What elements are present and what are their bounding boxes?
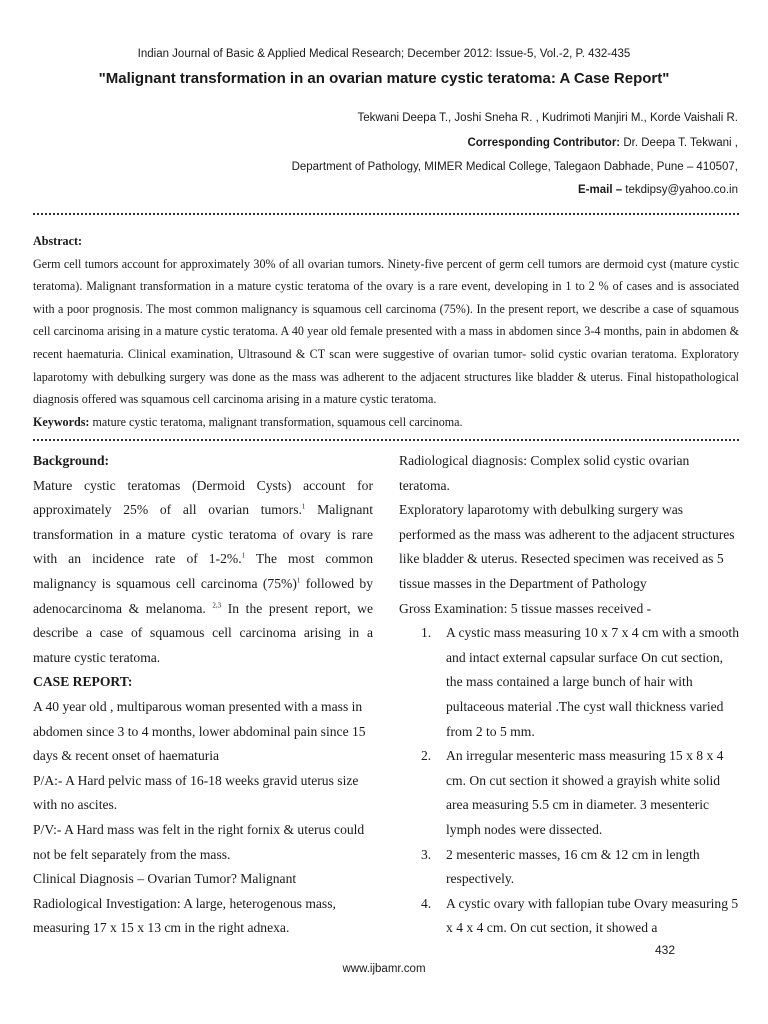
- right-column: [399, 449, 739, 941]
- case-paragraph-pa: P/A:- A Hard pelvic mass of 16-18 weeks gravid uterus size with no ascites.: [33, 772, 359, 813]
- keywords-text: mature cystic teratoma, malignant transformation, squamous cell carcinoma.: [89, 414, 463, 429]
- list-item: 3. 2 mesenteric masses, 16 cm & 12 cm in length respectively.: [421, 846, 700, 887]
- authors-line: Tekwani Deepa T., Joshi Sneha R. , Kudrimoti Manjiri M., Korde Vaishali R.: [357, 112, 738, 124]
- case-paragraph-radiology: Radiological Investigation: A large, heterogenous mass, measuring 17 x 15 x 13 cm in the right adnexa.: [33, 895, 336, 936]
- left-column: [33, 449, 373, 941]
- page-number: 432: [655, 943, 676, 957]
- keywords-line: [33, 411, 739, 434]
- list-item: 2. An irregular mesenteric mass measuring 15 x 8 x 4 cm. On cut section it showed a grayish white solid area measuring 5.5 cm in diameter. 3 mesenteric lymph nodes were dissected.: [421, 748, 724, 837]
- case-paragraph-clinical-diagnosis: Clinical Diagnosis – Ovarian Tumor? Malignant: [33, 871, 297, 887]
- gross-findings-list: [399, 621, 739, 941]
- department-line: Department of Pathology, MIMER Medical College, Talegaon Dabhade, Pune – 410507,: [291, 161, 738, 173]
- background-paragraph: Mature cystic teratomas (Dermoid Cysts) account for approximately 25% of all ovarian tumors.$^1$ Malignant transformation in a mature cystic teratoma of ovary is rare with an incidence rate of 1-2%.$^1$ The most common malignancy is squamous cell carcinoma $(75\%)^1$ followed by adenocarcinoma & melanoma. $^{2,3}$ In the present report, we describe a case of squamous cell carcinoma arising in a mature cystic teratoma.: [33, 477, 374, 665]
- keywords-label: Keywords:: [33, 414, 90, 429]
- top-dotted-divider: [33, 213, 739, 215]
- case-paragraph-pv: P/V:- A Hard mass was felt in the right fornix & uterus could not be felt separately from the mass.: [33, 821, 365, 862]
- abstract-dotted-divider: [33, 439, 739, 441]
- case-paragraph-presentation: A 40 year old , multiparous woman presented with a mass in abdomen since 3 to 4 months, lower abdominal pain since 15 days & recent onset of haematuria: [33, 698, 366, 764]
- case-report-heading: CASE REPORT:: [33, 674, 133, 690]
- journal-citation: Indian Journal of Basic & Applied Medical Research; December 2012: Issue-5, Vol.-2, P. 432-435: [137, 48, 631, 60]
- email-label: E-mail –: [578, 184, 623, 196]
- article-title: "Malignant transformation in an ovarian mature cystic teratoma: A Case Report": [98, 70, 670, 87]
- abstract-text: Germ cell tumors account for approximately 30% of all ovarian tumors. Ninety-five percent of germ cell tumors are dermoid cyst (mature cystic teratoma). Malignant transformation in a mature cystic teratoma of the ovary is a rare event, developing in 1 to 2 % of cases and is associated with a poor prognosis. The most common malignancy is squamous cell carcinoma (75%). In the present report, we describe a case of squamous cell carcinoma arising in a mature cystic teratoma. A 40 year old female presented with a mass in abdomen since 3-4 months, pain in abdomen & recent haematuria. Clinical examination, Ultrasound & CT scan were suggestive of ovarian tumor- solid cystic ovarian teratoma. Exploratory laparotomy with debulking surgery was done as the mass was adherent to the adjacent structures like bladder & uterus. Final histopathological diagnosis offered was squamous cell carcinoma arising in a mature cystic teratoma.: [33, 256, 739, 407]
- background-heading: Background:: [33, 453, 110, 468]
- gross-examination-intro: Gross Examination: 5 tissue masses received -: [399, 600, 652, 616]
- email-address: tekdipsy@yahoo.co.in: [622, 184, 738, 196]
- surgery-paragraph: Exploratory laparotomy with debulking surgery was performed as the mass was adherent to the adjacent structures like bladder & uterus. Resected specimen was received as 5 tissue masses in the Department of Pathology: [399, 502, 735, 591]
- corresponding-label: Corresponding Contributor:: [467, 137, 621, 149]
- footer-url[interactable]: www.ijbamr.com: [342, 963, 426, 975]
- abstract-label: Abstract:: [33, 234, 83, 248]
- corresponding-name: Dr. Deepa T. Tekwani ,: [620, 137, 738, 149]
- radiological-diagnosis: Radiological diagnosis: Complex solid cystic ovarian teratoma.: [399, 453, 690, 493]
- abstract-section: [33, 230, 739, 433]
- list-item: 1. A cystic mass measuring 10 x 7 x 4 cm with a smooth and intact external capsular surface On cut section, the mass contained a large bunch of hair with pultaceous material .The cyst wall thickness varied from 2 to 5 mm.: [421, 625, 739, 739]
- list-item: 4. A cystic ovary with fallopian tube Ovary measuring 5 x 4 x 4 cm. On cut section, it showed a: [421, 895, 739, 936]
- corresponding-line: [38, 137, 738, 149]
- email-line: [38, 184, 738, 196]
